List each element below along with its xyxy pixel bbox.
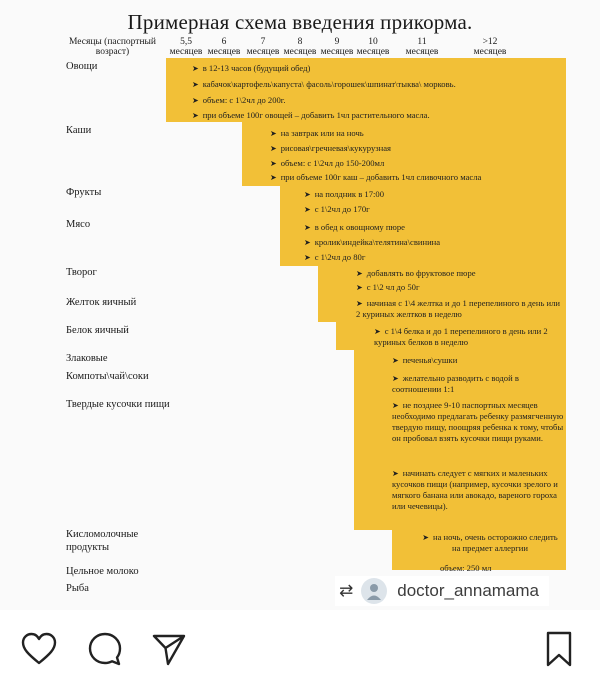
- header-col: 6 месяцев: [207, 37, 241, 57]
- category-dairy: Кисломолочные продукты: [66, 529, 139, 553]
- chart-title: Примерная схема введения прикорма.: [127, 10, 473, 34]
- list-item: ➤ на ночь, очень осторожно следить на предмет аллергии: [422, 532, 558, 553]
- header-col: 11 месяцев: [405, 37, 439, 57]
- list-item: ➤ с 1\4 белка и до 1 перепелиного в день или 2 куриных белков в неделю: [374, 326, 548, 347]
- list-item: ➤ желательно разводить с водой в соотношении 1:1: [392, 373, 519, 394]
- list-item: ➤ начиная с 1\4 желтка и до 1 перепелиного в день или 2 куриных желтков в неделю: [356, 298, 561, 319]
- header-col: 9 месяцев: [320, 37, 354, 57]
- header-col: 7 месяцев: [246, 37, 280, 57]
- heart-icon[interactable]: [20, 630, 60, 670]
- list-item: ➤ не позднее 9-10 паспортных месяцев необходимо предлагать ребенку размягченную твердую пищу, поощряя ребенка к тому, чтобы он пробовал взять кусочки пищи руками.: [392, 400, 564, 443]
- header-col: 10 месяцев: [356, 37, 390, 57]
- list-item: ➤ кролик\индейка\телятина\свинина: [304, 237, 441, 247]
- category-cottage: Творог: [66, 267, 97, 278]
- header-col: 8 месяцев: [283, 37, 317, 57]
- list-item: ➤ при объеме 100г каш – добавить 1чл сливочного масла: [270, 172, 482, 182]
- repost-watermark: [335, 576, 549, 606]
- list-item: ➤ при объеме 100г овощей – добавить 1чл растительного масла.: [192, 110, 430, 120]
- list-item: ➤ с 1\2 чл до 50г: [356, 282, 420, 292]
- category-solid: Твердые кусочки пищи: [66, 399, 170, 410]
- list-item: ➤ в 12-13 часов (будущий обед): [192, 63, 311, 73]
- list-item: ➤ на завтрак или на ночь: [270, 128, 364, 138]
- category-milk: Цельное молоко: [66, 566, 139, 577]
- category-vegetables: Овощи: [66, 61, 98, 72]
- list-item: ➤ начинать следует с мягких и маленьких кусочков пищи (например, кусочки зрелого и мягкого банана или авокадо, вареного гороха или чечевицы).: [392, 468, 558, 511]
- bookmark-icon[interactable]: [540, 630, 580, 670]
- header-col: 5,5 месяцев: [169, 37, 203, 57]
- repost-icon: ⇄: [339, 581, 354, 601]
- list-item: ➤ кабачок\картофель\капуста\ фасоль\горошек\шпинат\тыква\ морковь.: [192, 79, 456, 89]
- watermark-username: doctor_annamama: [397, 581, 540, 600]
- action-bar: [0, 630, 600, 676]
- category-yolk: Желток яичный: [66, 297, 137, 308]
- list-item: объем: 250 мл: [440, 563, 492, 573]
- category-porridge: Каши: [66, 125, 92, 136]
- list-item: ➤ с 1\2чл до 80г: [304, 252, 366, 262]
- paper-plane-icon[interactable]: [150, 630, 190, 670]
- category-fish: Рыба: [66, 583, 89, 594]
- category-drinks: Компоты\чай\соки: [66, 371, 149, 382]
- avatar: [361, 578, 387, 604]
- comment-icon[interactable]: [86, 630, 126, 670]
- list-item: ➤ добавлять во фруктовое пюре: [356, 268, 476, 278]
- category-white: Белок яичный: [66, 325, 129, 336]
- category-fruits: Фрукты: [66, 187, 102, 198]
- category-meat: Мясо: [66, 219, 91, 230]
- list-item: ➤ в обед к овощному пюре: [304, 222, 405, 232]
- header-age-label: Месяцы (паспортный возраст): [68, 37, 157, 57]
- list-item: ➤ печенья\сушки: [392, 355, 458, 365]
- list-item: ➤ рисовая\гречневая\кукурузная: [270, 143, 392, 153]
- list-item: ➤ на полдник в 17:00: [304, 189, 385, 199]
- list-item: ➤ с 1\2чл до 170г: [304, 204, 370, 214]
- header-col: >12 месяцев: [473, 37, 507, 57]
- category-grains: Злаковые: [66, 353, 108, 364]
- list-item: ➤ объем: с 1\2чл до 150-200мл: [270, 158, 385, 168]
- list-item: ➤ объем: с 1\2чл до 200г.: [192, 95, 286, 105]
